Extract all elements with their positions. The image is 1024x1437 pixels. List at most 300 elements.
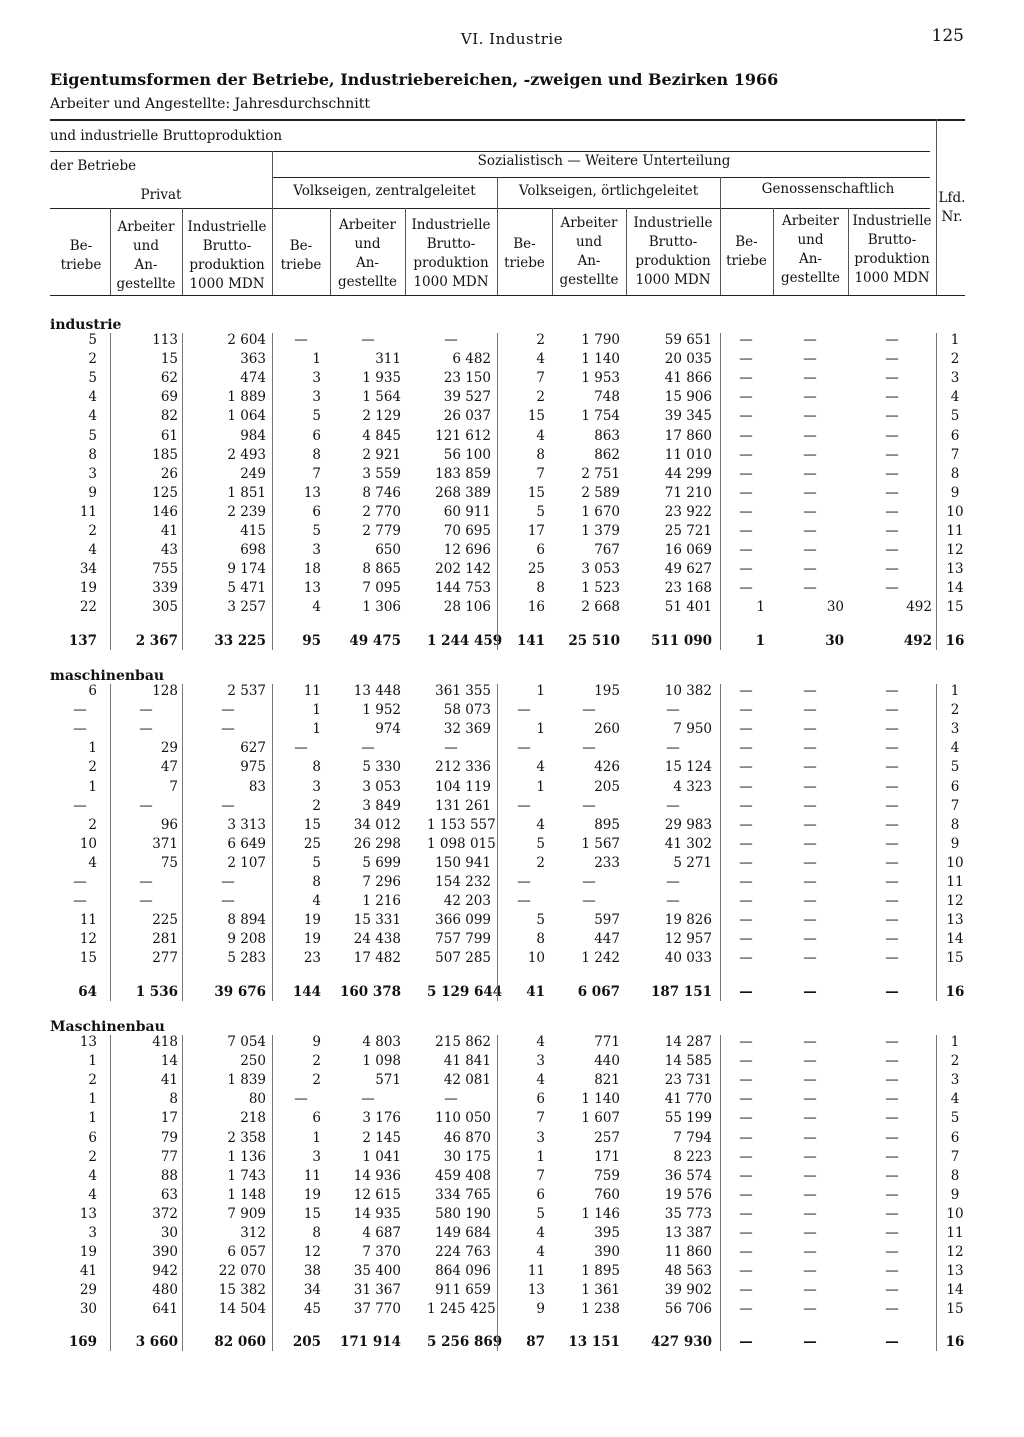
table-cell: 12 696: [443, 542, 491, 559]
table-cell: —: [73, 721, 87, 738]
column-divider: [272, 333, 273, 650]
table-cell: —: [739, 740, 753, 757]
table-cell: 26 298: [353, 835, 401, 852]
table-cell: —: [739, 351, 753, 368]
table-cell: —: [739, 1110, 753, 1127]
table-cell: 13 387: [664, 1225, 712, 1241]
table-cell: 2: [312, 1072, 321, 1089]
table-cell: 15 331: [353, 912, 401, 929]
table-cell: 96: [160, 816, 178, 833]
table-cell: 650: [375, 542, 401, 559]
table-cell: 41: [526, 984, 545, 1000]
row-number: 9: [950, 835, 960, 852]
table-cell: —: [739, 1225, 753, 1241]
section-label: maschinenbau: [50, 668, 165, 684]
table-cell: —: [73, 797, 87, 814]
table-cell: 15: [527, 484, 545, 501]
table-cell: —: [666, 797, 680, 814]
table-cell: 1: [88, 778, 97, 795]
table-cell: 311: [375, 351, 401, 368]
table-cell: 8: [312, 446, 321, 463]
row-number: 11: [946, 523, 964, 539]
table-cell: —: [739, 1301, 753, 1318]
table-cell: 3: [312, 389, 321, 406]
table-row: [0, 835, 1024, 854]
table-cell: 3: [312, 1148, 321, 1165]
table-cell: 2 493: [227, 446, 266, 463]
table-cell: 5: [312, 523, 321, 539]
table-cell: 58 073: [443, 702, 491, 719]
table-cell: —: [885, 854, 899, 871]
table-cell: 9: [536, 1301, 545, 1318]
column-divider: [110, 333, 111, 650]
column-divider: [182, 684, 183, 1001]
table-cell: 19: [303, 931, 321, 948]
table-cell: 195: [594, 683, 620, 699]
table-cell: 3 660: [135, 1334, 178, 1350]
table-cell: 4 803: [362, 1034, 401, 1050]
table-cell: 641: [152, 1301, 178, 1318]
table-row: [0, 541, 1024, 560]
table-cell: 13: [303, 484, 321, 501]
table-cell: 2 779: [362, 523, 401, 539]
table-cell: —: [803, 1186, 817, 1203]
table-cell: 34: [303, 1282, 321, 1299]
table-cell: 390: [594, 1244, 620, 1261]
table-cell: 14 504: [218, 1301, 266, 1318]
table-cell: 1: [312, 721, 321, 738]
table-cell: 2: [312, 1053, 321, 1070]
table-cell: 3 053: [581, 561, 620, 578]
table-cell: 492: [906, 599, 932, 616]
table-cell: —: [885, 1072, 899, 1089]
table-row: [0, 892, 1024, 911]
table-row: [0, 758, 1024, 777]
table-cell: 41: [160, 1072, 178, 1089]
table-row: [0, 873, 1024, 892]
table-cell: —: [739, 465, 753, 482]
table-cell: —: [885, 1334, 899, 1350]
table-cell: 183 859: [435, 465, 491, 482]
table-cell: 7 370: [362, 1244, 401, 1261]
table-cell: 11: [303, 1167, 321, 1184]
table-cell: —: [739, 778, 753, 795]
table-cell: 16: [527, 599, 545, 616]
table-cell: 149 684: [435, 1225, 491, 1241]
column-divider: [182, 1035, 183, 1351]
table-cell: 7 794: [673, 1129, 712, 1146]
row-number: 16: [945, 1334, 965, 1350]
table-cell: 63: [160, 1186, 178, 1203]
table-cell: 5: [88, 427, 97, 444]
table-cell: 1 607: [581, 1110, 620, 1127]
table-cell: 39 676: [214, 984, 266, 1000]
table-cell: 8 223: [673, 1148, 712, 1165]
table-cell: —: [885, 984, 899, 1000]
row-number: 7: [950, 797, 960, 814]
table-cell: 6: [536, 542, 545, 559]
table-row: [0, 331, 1024, 350]
table-cell: —: [803, 1225, 817, 1241]
table-cell: —: [803, 580, 817, 597]
row-number: 4: [950, 1091, 960, 1108]
table-cell: 4: [88, 854, 97, 871]
table-cell: 1: [536, 721, 545, 738]
table-cell: —: [885, 484, 899, 501]
table-cell: —: [666, 874, 680, 890]
table-cell: 1 536: [135, 984, 178, 1000]
table-cell: 821: [594, 1072, 620, 1089]
table-cell: 56 706: [664, 1301, 712, 1318]
row-number: 13: [946, 561, 964, 578]
col-betriebe-genossen: Be- triebe: [726, 234, 767, 269]
table-row: [0, 1243, 1024, 1262]
table-cell: 7 950: [673, 721, 712, 738]
table-cell: 71 210: [664, 484, 712, 501]
row-number: 7: [950, 1148, 960, 1165]
table-cell: 5: [312, 854, 321, 871]
table-row: [0, 598, 1024, 617]
table-cell: —: [139, 721, 153, 738]
table-cell: 212 336: [435, 759, 491, 776]
row-number: 6: [950, 778, 960, 795]
table-cell: 15 382: [218, 1282, 266, 1299]
table-cell: 30: [826, 599, 844, 616]
row-number: 14: [946, 1282, 964, 1299]
table-cell: —: [803, 816, 817, 833]
table-row: [0, 930, 1024, 949]
table-cell: 171 914: [339, 1334, 401, 1350]
table-cell: 3 559: [362, 465, 401, 482]
table-cell: 13: [79, 1034, 97, 1050]
table-cell: —: [885, 702, 899, 719]
table-row: [0, 1281, 1024, 1300]
table-cell: 5 256 869: [427, 1334, 503, 1350]
table-cell: 6: [88, 683, 97, 699]
table-cell: 4: [536, 1072, 545, 1089]
table-cell: —: [803, 683, 817, 699]
table-cell: —: [739, 523, 753, 539]
table-cell: 1 567: [581, 835, 620, 852]
table-cell: —: [739, 931, 753, 948]
table-cell: —: [444, 332, 458, 348]
table-cell: 42 081: [443, 1072, 491, 1089]
table-cell: —: [885, 1148, 899, 1165]
table-cell: 33 225: [214, 633, 266, 649]
table-cell: —: [803, 1072, 817, 1089]
table-cell: —: [361, 1091, 375, 1108]
table-cell: 41 302: [664, 835, 712, 852]
table-cell: 23 168: [664, 580, 712, 597]
table-cell: —: [803, 370, 817, 387]
table-cell: 62: [160, 370, 178, 387]
table-cell: 146: [152, 503, 178, 520]
table-cell: 95: [302, 633, 321, 649]
table-cell: —: [582, 797, 596, 814]
table-cell: —: [739, 984, 753, 1000]
table-cell: 627: [240, 740, 266, 757]
table-cell: 1 136: [227, 1148, 266, 1165]
table-cell: 3: [536, 1129, 545, 1146]
table-cell: 82: [160, 408, 178, 425]
table-cell: 4: [88, 408, 97, 425]
table-row: [0, 465, 1024, 484]
row-number: 8: [950, 1167, 960, 1184]
table-cell: 77: [160, 1148, 178, 1165]
table-cell: 8: [312, 874, 321, 890]
table-cell: —: [739, 503, 753, 520]
row-number: 8: [950, 465, 960, 482]
table-cell: 1: [312, 702, 321, 719]
table-cell: —: [885, 389, 899, 406]
table-cell: 1: [88, 740, 97, 757]
table-cell: 9: [312, 1034, 321, 1050]
table-cell: —: [73, 893, 87, 910]
table-cell: 44 299: [664, 465, 712, 482]
table-row: [0, 816, 1024, 835]
table-cell: 88: [160, 1167, 178, 1184]
table-cell: 395: [594, 1225, 620, 1241]
table-row: [0, 911, 1024, 930]
table-cell: 30: [79, 1301, 97, 1318]
table-cell: —: [885, 797, 899, 814]
table-cell: —: [803, 874, 817, 890]
table-cell: 6 057: [227, 1244, 266, 1261]
table-cell: —: [294, 740, 308, 757]
table-cell: 7: [312, 465, 321, 482]
table-cell: 28 106: [443, 599, 491, 616]
table-cell: —: [739, 370, 753, 387]
table-cell: —: [803, 835, 817, 852]
column-divider: [720, 1035, 721, 1351]
table-cell: —: [803, 542, 817, 559]
table-cell: 23 731: [664, 1072, 712, 1089]
table-cell: —: [444, 740, 458, 757]
table-cell: 2: [536, 854, 545, 871]
table-cell: 4 687: [362, 1225, 401, 1241]
table-cell: 22: [79, 599, 97, 616]
table-row: [0, 1129, 1024, 1148]
table-cell: 13: [303, 580, 321, 597]
table-cell: 942: [152, 1263, 178, 1280]
table-cell: 15: [303, 1205, 321, 1222]
table-cell: —: [885, 446, 899, 463]
table-cell: 4: [536, 427, 545, 444]
table-cell: 975: [240, 759, 266, 776]
table-cell: —: [221, 893, 235, 910]
table-cell: 26 037: [443, 408, 491, 425]
table-row: [0, 1033, 1024, 1052]
table-cell: 474: [240, 370, 266, 387]
table-cell: 41 841: [443, 1053, 491, 1070]
table-cell: 1 098 015: [427, 835, 496, 852]
table-cell: 137: [68, 633, 97, 649]
table-cell: 19: [303, 1186, 321, 1203]
table-cell: 36 574: [664, 1167, 712, 1184]
table-cell: —: [582, 702, 596, 719]
column-divider: [720, 684, 721, 1001]
table-cell: 257: [594, 1129, 620, 1146]
table-cell: 19: [79, 1244, 97, 1261]
column-divider: [110, 1035, 111, 1351]
table-cell: 104 119: [435, 778, 491, 795]
table-cell: 13 151: [568, 1334, 620, 1350]
table-cell: 4: [312, 893, 321, 910]
table-row: [0, 1052, 1024, 1071]
table-cell: 5 283: [227, 950, 266, 967]
table-cell: 1: [536, 778, 545, 795]
table-cell: —: [739, 721, 753, 738]
table-cell: —: [739, 1282, 753, 1299]
table-cell: 698: [240, 542, 266, 559]
table-cell: —: [885, 465, 899, 482]
table-cell: —: [666, 702, 680, 719]
col-produktion-oertlich: Industrielle Brutto- produktion 1000 MDN: [633, 215, 713, 288]
table-cell: 8 865: [362, 561, 401, 578]
table-cell: 1 245 425: [427, 1301, 496, 1318]
table-cell: 144: [292, 984, 321, 1000]
table-cell: 1 361: [581, 1282, 620, 1299]
table-cell: 4: [312, 599, 321, 616]
table-cell: —: [803, 427, 817, 444]
table-cell: 312: [240, 1225, 266, 1241]
table-cell: —: [739, 561, 753, 578]
table-cell: 7 054: [227, 1034, 266, 1050]
table-cell: 64: [78, 984, 97, 1000]
table-cell: —: [803, 912, 817, 929]
table-cell: 2: [88, 351, 97, 368]
table-cell: —: [803, 1244, 817, 1261]
col-produktion-genossen: Industrielle Brutto- produktion 1000 MDN: [852, 213, 932, 286]
table-cell: —: [803, 1148, 817, 1165]
table-cell: 911 659: [435, 1282, 491, 1299]
table-cell: 2: [536, 332, 545, 348]
table-cell: 56 100: [443, 446, 491, 463]
table-cell: —: [885, 1034, 899, 1050]
col-lfd-nr: Lfd. Nr.: [938, 190, 966, 225]
table-cell: —: [517, 797, 531, 814]
table-cell: 70 695: [443, 523, 491, 539]
table-cell: 6: [312, 427, 321, 444]
table-cell: 974: [375, 721, 401, 738]
table-cell: —: [294, 1091, 308, 1108]
table-row: [0, 778, 1024, 797]
table-cell: —: [803, 759, 817, 776]
table-cell: 121 612: [435, 427, 491, 444]
table-cell: 339: [152, 580, 178, 597]
table-cell: 43: [160, 542, 178, 559]
col-produktion-privat: Industrielle Brutto- produktion 1000 MDN: [187, 219, 267, 292]
table-cell: 5: [88, 332, 97, 348]
row-number: 9: [950, 484, 960, 501]
table-cell: 15: [160, 351, 178, 368]
table-cell: —: [517, 702, 531, 719]
table-cell: 8 894: [227, 912, 266, 929]
row-number: 13: [946, 912, 964, 929]
table-cell: 17: [160, 1110, 178, 1127]
table-cell: 2: [88, 816, 97, 833]
col-produktion-zentral: Industrielle Brutto- produktion 1000 MDN: [411, 217, 491, 290]
row-number: 12: [946, 893, 964, 910]
table-cell: —: [803, 1129, 817, 1146]
table-cell: 4: [88, 389, 97, 406]
table-cell: 187 151: [650, 984, 712, 1000]
table-cell: 1 216: [362, 893, 401, 910]
row-number: 2: [950, 1053, 960, 1070]
table-cell: —: [582, 874, 596, 890]
table-cell: 60 911: [443, 503, 491, 520]
table-cell: —: [739, 874, 753, 890]
table-cell: 4: [536, 1034, 545, 1050]
row-number: 3: [950, 721, 960, 738]
table-cell: 11: [79, 503, 97, 520]
table-cell: 1: [88, 1053, 97, 1070]
table-cell: —: [885, 1225, 899, 1241]
table-cell: 1 041: [362, 1148, 401, 1165]
col-betriebe-privat: Be- triebe: [60, 238, 102, 273]
table-cell: 1 790: [581, 332, 620, 348]
column-divider: [272, 1035, 273, 1351]
table-cell: 14 585: [664, 1053, 712, 1070]
row-number: 3: [950, 1072, 960, 1089]
table-cell: 5: [312, 408, 321, 425]
table-cell: 25: [527, 561, 545, 578]
table-cell: —: [885, 580, 899, 597]
table-cell: 160 378: [339, 984, 401, 1000]
row-number: 10: [946, 503, 964, 520]
page-number: 125: [931, 26, 964, 46]
table-cell: 4: [536, 816, 545, 833]
table-cell: 5: [536, 503, 545, 520]
table-cell: 35 773: [664, 1205, 712, 1222]
table-cell: —: [885, 503, 899, 520]
table-cell: 281: [152, 931, 178, 948]
table-row: [0, 1148, 1024, 1167]
table-cell: 17: [527, 523, 545, 539]
table-cell: —: [361, 332, 375, 348]
table-cell: 11 010: [664, 446, 712, 463]
table-cell: —: [803, 1034, 817, 1050]
table-cell: —: [739, 1244, 753, 1261]
table-cell: 8: [312, 1225, 321, 1241]
table-cell: 233: [594, 854, 620, 871]
table-cell: —: [739, 950, 753, 967]
table-cell: —: [739, 1053, 753, 1070]
table-cell: —: [885, 542, 899, 559]
table-cell: 113: [152, 332, 178, 348]
table-cell: 19: [303, 912, 321, 929]
table-cell: —: [885, 332, 899, 348]
table-cell: 1: [312, 351, 321, 368]
table-cell: 1: [536, 1148, 545, 1165]
table-cell: 334 765: [435, 1186, 491, 1203]
table-cell: —: [803, 332, 817, 348]
table-row: [0, 1186, 1024, 1205]
table-cell: —: [885, 778, 899, 795]
table-cell: —: [582, 893, 596, 910]
table-cell: 863: [594, 427, 620, 444]
table-cell: 12 957: [664, 931, 712, 948]
row-number: 12: [946, 542, 964, 559]
row-number: 1: [950, 332, 960, 348]
table-cell: 2 604: [227, 332, 266, 348]
table-cell: 30: [825, 633, 844, 649]
table-cell: 1 146: [581, 1205, 620, 1222]
table-cell: 1: [536, 683, 545, 699]
table-cell: —: [739, 1205, 753, 1222]
table-row: [0, 701, 1024, 720]
table-cell: 6: [312, 503, 321, 520]
